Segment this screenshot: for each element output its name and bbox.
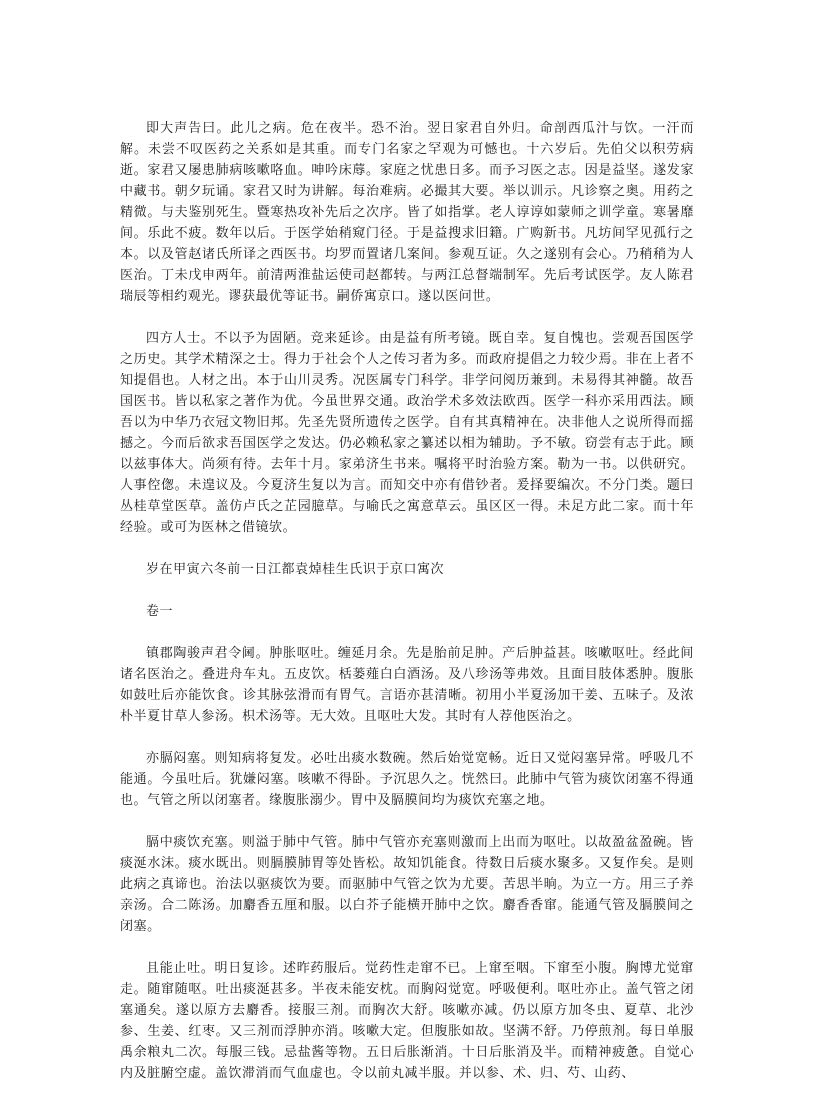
document-page <box>120 118 694 1105</box>
preface-signature: 岁在甲寅六冬前一日江都袁焯桂生氏识于京口寓次 <box>146 562 445 577</box>
paragraph-case-4: 且能止吐。明日复诊。述昨药服后。觉药性走窜不已。上窜至咽。下窜至小腹。胸博尤觉窜走。随窜随呕。吐出痰涎甚多。半夜未能安枕。而胸闷觉宽。呼吸便利。呕吐亦止。盖气管之闭塞通矣。遂以原方去麝香。接服三剂。而胸次大舒。咳嗽亦减。仍以原方加冬虫、夏草、北沙参、生姜、红枣。又三剂而浮肿亦消。咳嗽大定。但腹胀如故。坚满不舒。乃停煎剂。每日单服禹余粮丸二次。每服三钱。忌盐酱等物。五日后胀渐消。十日后胀消及半。而精神疲惫。自觉心内及脏腑空虚。盖饮滞消而气血虚也。令以前丸减半服。并以参、术、归、芍、山药、 <box>120 961 694 1081</box>
paragraph-case-2: 亦膈闷塞。则知病将复发。必吐出痰水数碗。然后始觉宽畅。近日又觉闷塞异常。呼吸几不能通。今虽吐后。犹嫌闷塞。咳嗽不得卧。予沉思久之。恍然曰。此肺中气管为痰饮闭塞不得通也。气管之所以闭塞者。缘腹胀溺少。胃中及膈膜间均为痰饮充塞之地。 <box>120 751 694 808</box>
paragraph-preface-1: 即大声告曰。此儿之病。危在夜半。恐不治。翌日家君自外归。命剖西瓜汁与饮。一汗而解。未尝不叹医药之关系如是其重。而专门名家之罕观为可憾也。十六岁后。先伯父以积劳病逝。家君又屡患肺病咳嗽咯血。呻吟床蓐。家庭之忧患日多。而予习医之志。因是益坚。遂发家中藏书。朝夕玩诵。家君又时为讲解。每治难病。必撮其大要。举以训示。凡诊察之奥。用药之精微。与夫鉴别死生。暨寒热攻补先后之次序。皆了如指掌。老人谆谆如蒙师之训学童。寒暑靡间。乐此不疲。数年以后。于医学始稍窥门径。于是益搜求旧籍。广购新书。凡坊间罕见孤行之本。以及管赵诸氏所译之西医书。均罗而置诸几案间。参观互证。久之遂别有会心。乃稍稍为人医治。丁未戊申两年。前清两淮盐运使司赵都转。与两江总督端制军。先后考试医学。友人陈君瑞辰等相约观光。谬获最优等证书。嗣侨寓京口。遂以医问世。 <box>120 121 694 304</box>
volume-heading: 卷一 <box>146 604 174 619</box>
paragraph-case-1: 镇郡陶骏声君令阃。肿胀呕吐。缠延月余。先是胎前足肿。产后肿益甚。咳嗽呕吐。经此间诸名医治之。叠进舟车丸。五皮饮。栝蒌薤白白酒汤。及八珍汤等弗效。且面目肢体悉肿。腹胀如鼓吐后亦能饮食。诊其脉弦滑而有胃气。言语亦甚清晰。初用小半夏汤加干姜、五味子。及浓朴半夏甘草人参汤。枳术汤等。无大效。且呕吐大发。其时有人荐他医治之。 <box>120 646 694 724</box>
paragraph-case-3: 膈中痰饮充塞。则溢于肺中气管。肺中气管亦充塞则激而上出而为呕吐。以故盈盆盈碗。皆痰涎水沫。痰水既出。则膈膜肺胃等处皆松。故知饥能食。待数日后痰水聚多。又复作矣。是则此病之真谛也。治法以驱痰饮为要。而驱肺中气管之饮为尤要。苦思半晌。为立一方。用三子养亲汤。合二陈汤。加麝香五厘和服。以白芥子能横开肺中之饮。麝香香窜。能通气管及膈膜间之闭塞。 <box>120 835 694 934</box>
paragraph-preface-2: 四方人士。不以予为固陋。竞来延诊。由是益有所考镜。既自幸。复自愧也。尝观吾国医学之历史。其学术精深之士。得力于社会个人之传习者为多。而政府提倡之力较少焉。非在上者不知提倡也。人材之出。本于山川灵秀。况医属专门科学。非学问阅历兼到。未易得其神髓。故吾国医书。皆以私家之著作为优。今虽世界交通。政治学术多效法欧西。医学一科亦采用西法。顾吾以为中华乃衣冠文物旧邦。先圣先贤所遗传之医学。自有其真精神在。决非他人之说所得而摇撼之。今而后欲求吾国医学之发达。仍必赖私家之纂述以相为辅助。予不敏。窃尝有志于此。顾以兹事体大。尚须有待。去年十月。家弟济生书来。嘱将平时治验方案。勒为一书。以供研究。人事倥偬。未遑议及。今夏济生复以为言。而知交中亦有借钞者。爰择要编次。不分门类。题曰丛桂草堂医草。盖仿卢氏之芷园臆草。与喻氏之寓意草云。虽区区一得。未足方此二家。而十年经验。或可为医林之借镜欤。 <box>120 331 694 535</box>
